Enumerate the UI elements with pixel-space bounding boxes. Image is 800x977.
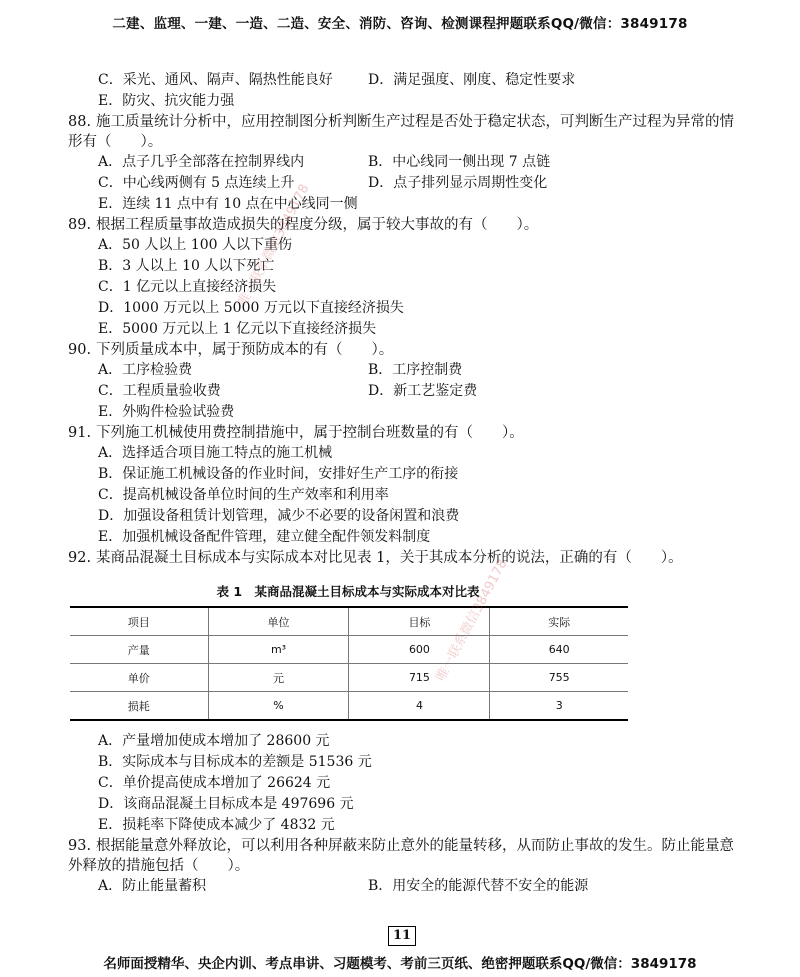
option-e: E．防灾、抗灾能力强	[98, 93, 235, 109]
table-cell: 单价	[70, 664, 208, 692]
q92-option-c: C．单价提高使成本增加了 26624 元	[98, 775, 331, 791]
watermark: 唯一联系微信3849178	[235, 181, 313, 309]
table-header-cell: 实际	[490, 607, 628, 636]
q92-option-b: B．实际成本与目标成本的差额是 51536 元	[98, 754, 372, 770]
table-header-cell: 项目	[70, 607, 208, 636]
q92-option-a: A．产量增加使成本增加了 28600 元	[98, 733, 330, 749]
cost-comparison-table	[70, 606, 628, 721]
table-cell: 产量	[70, 636, 208, 664]
page-header: 二建、监理、一建、一造、二造、安全、消防、咨询、检测课程押题联系QQ/微信：3849178	[112, 16, 688, 32]
question-90: 90. 下列质量成本中，属于预防成本的有（ ）。	[68, 342, 394, 358]
option-row	[68, 876, 748, 897]
q88-option-a: A．点子几乎全部落在控制界线内	[98, 154, 305, 170]
q93-option-a: A．防止能量蓄积	[98, 878, 207, 894]
q89-option-d: D．1000 万元以上 5000 万元以下直接经济损失	[98, 300, 404, 316]
question-92-text: 某商品混凝土目标成本与实际成本对比见表 1，关于其成本分析的说法，正确的有（ ）。	[96, 550, 683, 566]
page-footer: 名师面授精华、央企内训、考点串讲、习题模考、考前三页纸、绝密押题联系QQ/微信：3849178	[103, 956, 697, 972]
q93-option-b: B．用安全的能源代替不安全的能源	[368, 878, 589, 894]
q90-option-b: B．工序控制费	[368, 362, 463, 378]
q89-option-e: E．5000 万元以上 1 亿元以下直接经济损失	[98, 321, 377, 337]
option-c: C．采光、通风、隔声、隔热性能良好	[98, 72, 333, 88]
q91-option-c: C．提高机械设备单位时间的生产效率和利用率	[98, 487, 389, 503]
question-93-text: 根据能量意外释放论，可以利用各种屏蔽来防止意外的能量转移，从而防止事故的发生。防止能量意外释放的措施包括（ ）。	[68, 838, 734, 874]
q88-option-e: E．连续 11 点中有 10 点在中心线同一侧	[98, 196, 358, 212]
question-88-text: 施工质量统计分析中，应用控制图分析判断生产过程是否处于稳定状态，可判断生产过程为异常的情形有（ ）。	[68, 114, 734, 150]
q89-option-a: A．50 人以上 100 人以下重伤	[98, 237, 292, 253]
table-row	[70, 664, 628, 692]
q90-option-e: E．外购件检验试验费	[98, 404, 235, 420]
q88-option-d: D．点子排列显示周期性变化	[368, 175, 548, 191]
table-cell: 715	[349, 664, 490, 692]
q90-option-d: D．新工艺鉴定费	[368, 383, 478, 399]
option-row	[68, 360, 748, 381]
question-89: 89. 根据工程质量事故造成损失的程度分级，属于较大事故的有（ ）。	[68, 217, 539, 233]
question-90-text: 下列质量成本中，属于预防成本的有（ ）。	[96, 342, 394, 358]
option-row	[68, 381, 748, 402]
q90-option-c: C．工程质量验收费	[98, 383, 221, 399]
table-cell: 元	[208, 664, 349, 692]
q90-option-a: A．工序检验费	[98, 362, 193, 378]
q88-option-c: C．中心线两侧有 5 点连续上升	[98, 175, 295, 191]
table-row	[70, 636, 628, 664]
table-cell: 3	[490, 692, 628, 721]
table-cell: 损耗	[70, 692, 208, 721]
table-cell: 755	[490, 664, 628, 692]
question-92: 92. 某商品混凝土目标成本与实际成本对比见表 1，关于其成本分析的说法，正确的有（ ）。	[68, 550, 683, 566]
question-89-text: 根据工程质量事故造成损失的程度分级，属于较大事故的有（ ）。	[96, 217, 539, 233]
question-91: 91. 下列施工机械使用费控制措施中，属于控制台班数量的有（ ）。	[68, 425, 524, 441]
table-row	[70, 692, 628, 721]
q88-option-b: B．中心线同一侧出现 7 点链	[368, 154, 551, 170]
q92-option-d: D．该商品混凝土目标成本是 497696 元	[98, 796, 354, 812]
table-cell: 4	[349, 692, 490, 721]
table-cell: 600	[349, 636, 490, 664]
q89-option-c: C．1 亿元以上直接经济损失	[98, 279, 277, 295]
q91-option-e: E．加强机械设备配件管理，建立健全配件领发料制度	[98, 529, 431, 545]
table-header-cell: 单位	[208, 607, 349, 636]
table-caption: 表 1 某商品混凝土目标成本与实际成本对比表	[216, 584, 480, 599]
question-93: 93. 根据能量意外释放论，可以利用各种屏蔽来防止意外的能量转移，从而防止事故的发生。防止能量意外释放的措施包括（ ）。	[68, 838, 734, 874]
table-cell: m³	[208, 636, 349, 664]
option-d: D．满足强度、刚度、稳定性要求	[368, 72, 576, 88]
q91-option-a: A．选择适合项目施工特点的施工机械	[98, 445, 333, 461]
question-91-text: 下列施工机械使用费控制措施中，属于控制台班数量的有（ ）。	[96, 425, 524, 441]
option-row	[68, 70, 748, 91]
option-row	[68, 152, 748, 173]
table-cell: %	[208, 692, 349, 721]
table-cell: 640	[490, 636, 628, 664]
table-header-cell: 目标	[349, 607, 490, 636]
question-88: 88. 施工质量统计分析中，应用控制图分析判断生产过程是否处于稳定状态，可判断生产过程为异常的情形有（ ）。	[68, 114, 734, 150]
watermark: 唯一联系微信3849178	[433, 556, 511, 684]
q91-option-b: B．保证施工机械设备的作业时间，安排好生产工序的衔接	[98, 466, 459, 482]
option-row	[68, 173, 748, 194]
q92-option-e: E．损耗率下降使成本减少了 4832 元	[98, 817, 335, 833]
table-header-row	[70, 607, 628, 636]
page-number: 11	[388, 926, 416, 946]
question-content	[68, 70, 748, 897]
q89-option-b: B．3 人以上 10 人以下死亡	[98, 258, 275, 274]
q91-option-d: D．加强设备租赁计划管理，减少不必要的设备闲置和浪费	[98, 508, 460, 524]
